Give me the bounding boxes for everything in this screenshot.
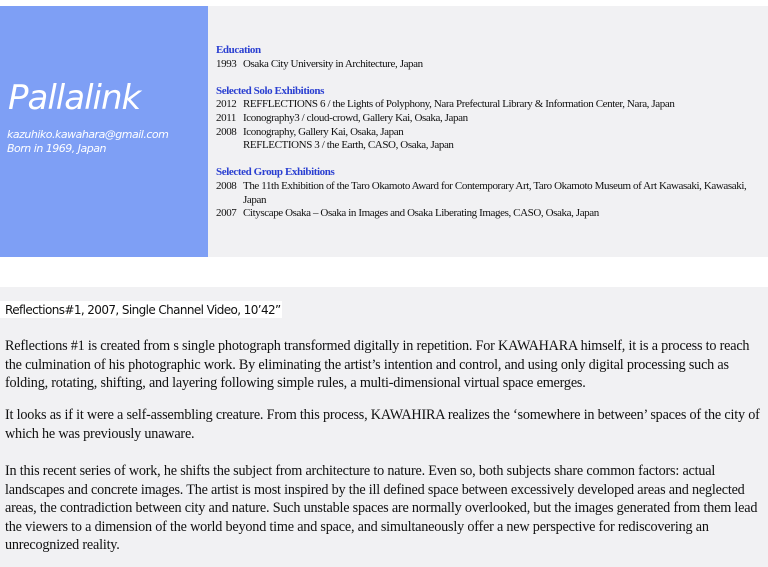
artist-email[interactable]: kazuhiko.kawahara@gmail.com bbox=[7, 128, 169, 141]
solo-year: 2012 bbox=[216, 98, 237, 111]
group-item bbox=[216, 207, 761, 221]
artist-contact bbox=[7, 128, 168, 156]
solo-item bbox=[216, 98, 761, 112]
solo-text: REFLECTIONS 3 / the Earth, CASO, Osaka, Japan bbox=[243, 139, 454, 152]
solo-text: Iconography, Gallery Kai, Osaka, Japan bbox=[243, 125, 404, 138]
artist-born: Born in 1969, Japan bbox=[7, 142, 106, 155]
education-item bbox=[216, 58, 761, 72]
education-text: Osaka City University in Architecture, Japan bbox=[243, 57, 423, 70]
work-caption: Reflections#1, 2007, Single Channel Video, 10’42” bbox=[5, 303, 281, 317]
description-paragraph: Reflections #1 is created from s single photograph transformed digitally in repetition. For KAWAHARA himself, it is a process to reach the culmination of his photographic work. By eliminating the artist’s intention and control, and using only digital processing such as folding, rotating, shifting, and layering following simple rules, a multi-dimensional virtual space emerges. bbox=[5, 338, 750, 391]
solo-heading: Selected Solo Exhibitions bbox=[216, 84, 324, 97]
cv-panel bbox=[0, 6, 768, 257]
artist-name: Pallalink bbox=[8, 78, 141, 118]
solo-year: 2011 bbox=[216, 111, 236, 124]
solo-year: 2008 bbox=[216, 125, 237, 138]
education-year: 1993 bbox=[216, 57, 237, 70]
group-year: 2008 bbox=[216, 179, 237, 192]
group-text: Cityscape Osaka – Osaka in Images and Osaka Liberating Images, CASO, Osaka, Japan bbox=[243, 207, 599, 220]
solo-text: Iconography3 / cloud-crowd, Gallery Kai, Osaka, Japan bbox=[243, 111, 468, 124]
solo-text: REFFLECTIONS 6 / the Lights of Polyphony, Nara Prefectural Library & Information Center, Nara, Japan bbox=[243, 98, 675, 111]
description-paragraph: It looks as if it were a self-assembling creature. From this process, KAWAHIRA realizes the ‘somewhere in between’ spaces of the city of which he was previously unaware. bbox=[5, 407, 760, 442]
group-year: 2007 bbox=[216, 207, 237, 220]
artist-panel bbox=[0, 6, 208, 257]
group-heading: Selected Group Exhibitions bbox=[216, 166, 335, 179]
solo-item bbox=[216, 112, 761, 126]
solo-item bbox=[216, 126, 761, 140]
solo-item bbox=[216, 139, 761, 153]
group-item bbox=[216, 180, 761, 207]
cv-list bbox=[216, 44, 761, 221]
solo-year bbox=[216, 139, 243, 153]
work-description bbox=[0, 287, 768, 567]
description-paragraph: In this recent series of work, he shifts the subject from architecture to nature. Even so, both subjects share common factors: actual landscapes and concrete images. The artist is most inspired by the ill defined space between excessively developed areas and neglected areas, the contradiction between city and nature. Such unstable spaces are normally overlooked, but the images generated from them lead the viewers to a dimension of the world beyond time and space, and simultaneously offer a new perspective for rediscovering an unrecognized reality. bbox=[5, 463, 758, 553]
group-text: The 11th Exhibition of the Taro Okamoto Award for Contemporary Art, Taro Okamoto Museum of Art Kawasaki, Kawasaki, Japan bbox=[243, 179, 747, 206]
education-heading: Education bbox=[216, 44, 261, 56]
